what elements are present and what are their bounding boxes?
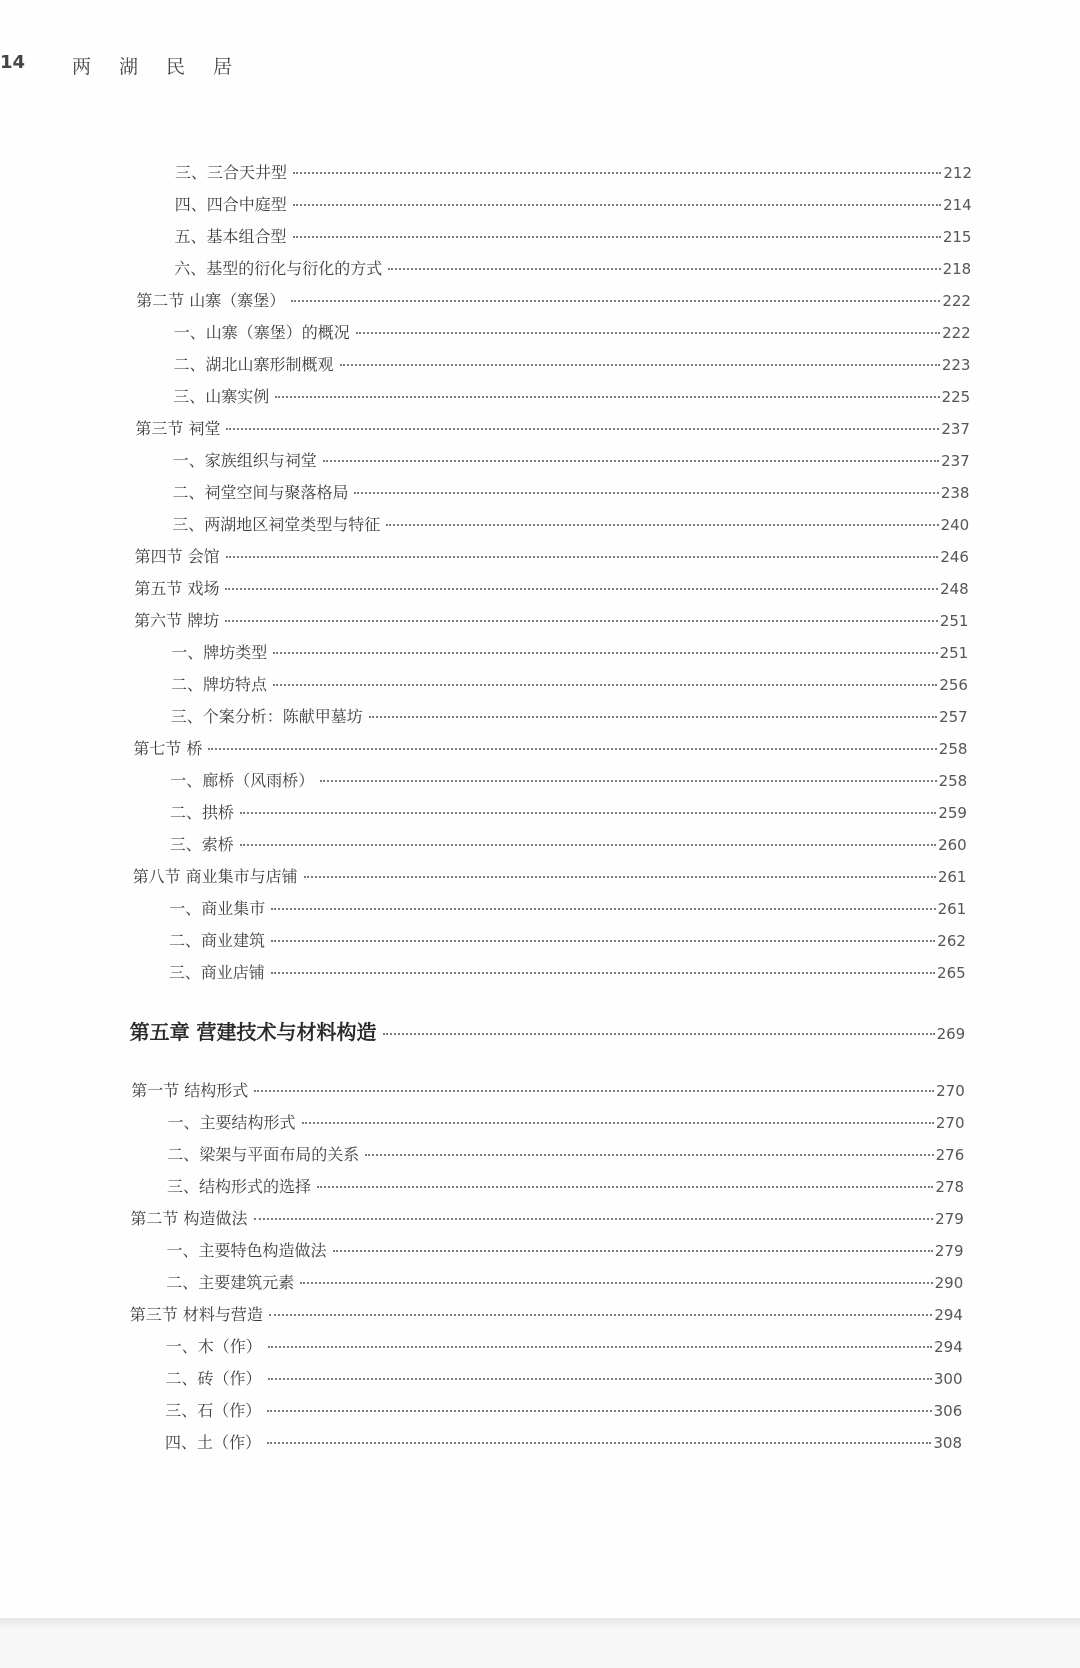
toc-entry bbox=[175, 160, 972, 190]
dot-leader bbox=[273, 651, 937, 654]
toc-label: 第八节 商业集市与店铺 bbox=[132, 867, 298, 886]
toc-label: 一、廊桥（风雨桥） bbox=[170, 771, 315, 790]
toc-page-number: 306 bbox=[933, 1402, 963, 1420]
toc-page-number: 223 bbox=[941, 356, 971, 374]
toc-label: 五、基本组合型 bbox=[174, 227, 287, 246]
dot-leader bbox=[267, 1409, 931, 1412]
toc-entry bbox=[174, 224, 971, 254]
toc-entry bbox=[169, 960, 966, 990]
toc-label: 二、砖（作） bbox=[165, 1369, 262, 1388]
toc-page-number: 261 bbox=[937, 868, 967, 886]
dot-leader bbox=[226, 427, 939, 430]
toc-label: 二、商业建筑 bbox=[168, 931, 265, 950]
toc-entry bbox=[173, 384, 970, 414]
toc-page-number: 218 bbox=[942, 260, 972, 278]
toc-label: 一、主要特色构造做法 bbox=[166, 1241, 327, 1260]
toc-page-number: 259 bbox=[938, 804, 967, 822]
toc-page-number: 262 bbox=[937, 932, 966, 950]
toc-entry bbox=[165, 1430, 962, 1460]
toc-label: 第七节 桥 bbox=[133, 739, 203, 758]
toc-page-number: 225 bbox=[941, 388, 971, 406]
toc-label: 二、主要建筑元素 bbox=[166, 1273, 295, 1292]
toc-entry bbox=[171, 640, 968, 670]
toc-page-number: 269 bbox=[936, 1025, 966, 1043]
dot-leader bbox=[320, 779, 936, 782]
dot-leader bbox=[333, 1249, 933, 1252]
toc-label: 一、家族组织与祠堂 bbox=[172, 451, 317, 470]
dot-leader bbox=[271, 971, 935, 974]
toc-page-number: 294 bbox=[934, 1306, 963, 1324]
toc-section bbox=[131, 1078, 965, 1108]
dot-leader bbox=[254, 1089, 934, 1092]
toc-label: 二、祠堂空间与聚落格局 bbox=[172, 483, 349, 502]
toc-page-number: 290 bbox=[934, 1274, 964, 1292]
toc-section bbox=[135, 416, 970, 446]
toc-page-number: 276 bbox=[935, 1146, 965, 1164]
toc-entry bbox=[165, 1398, 962, 1428]
toc-page-number: 261 bbox=[937, 900, 967, 918]
dot-leader bbox=[268, 1377, 932, 1380]
toc-page-number: 251 bbox=[939, 644, 969, 662]
toc-page-number: 270 bbox=[935, 1114, 965, 1132]
dot-leader bbox=[225, 587, 938, 590]
dot-leader bbox=[269, 1313, 932, 1316]
toc-label: 三、两湖地区祠堂类型与特征 bbox=[172, 515, 381, 534]
toc-label: 一、牌坊类型 bbox=[171, 643, 268, 662]
toc-page-number: 237 bbox=[941, 452, 970, 470]
toc-page-number: 240 bbox=[940, 516, 970, 534]
page-bottom-edge bbox=[0, 1618, 1080, 1632]
dot-leader bbox=[293, 203, 941, 206]
dot-leader bbox=[271, 939, 935, 942]
toc-page-number: 222 bbox=[942, 292, 971, 310]
toc-page-number: 278 bbox=[935, 1178, 965, 1196]
toc-label: 第五章 营建技术与材料构造 bbox=[129, 1020, 377, 1044]
toc-entry bbox=[172, 480, 969, 510]
toc-label: 第二节 构造做法 bbox=[130, 1209, 248, 1228]
toc-page-number: 222 bbox=[942, 324, 971, 342]
toc-entry bbox=[175, 192, 972, 222]
toc-label: 第二节 山寨（寨堡） bbox=[136, 291, 286, 310]
toc-page-number: 270 bbox=[936, 1082, 965, 1100]
toc-label: 一、商业集市 bbox=[169, 899, 266, 918]
dot-leader bbox=[386, 523, 938, 526]
toc-entry bbox=[169, 896, 966, 926]
toc-entry bbox=[173, 352, 970, 382]
dot-leader bbox=[291, 299, 940, 302]
toc-label: 三、个案分析：陈献甲墓坊 bbox=[170, 707, 363, 726]
dot-leader bbox=[208, 747, 936, 750]
toc-page-number: 265 bbox=[937, 964, 966, 982]
toc-entry bbox=[174, 256, 971, 286]
dot-leader bbox=[268, 1345, 932, 1348]
toc-page-number: 279 bbox=[935, 1210, 964, 1228]
toc-entry bbox=[167, 1174, 964, 1204]
toc-page-number: 258 bbox=[938, 772, 968, 790]
toc-entry bbox=[167, 1142, 964, 1172]
dot-leader bbox=[340, 363, 940, 366]
toc-label: 二、牌坊特点 bbox=[170, 675, 267, 694]
toc-label: 三、结构形式的选择 bbox=[167, 1177, 312, 1196]
toc-label: 一、主要结构形式 bbox=[167, 1113, 296, 1132]
toc-label: 三、索桥 bbox=[169, 835, 234, 854]
toc-page-number: 294 bbox=[934, 1338, 963, 1356]
toc-entry bbox=[166, 1334, 963, 1364]
dot-leader bbox=[254, 1217, 934, 1220]
toc-page-number: 246 bbox=[940, 548, 969, 566]
page-number: 14 bbox=[0, 52, 26, 73]
toc-entry bbox=[170, 768, 967, 798]
toc-section bbox=[134, 608, 968, 638]
toc-page-number: 212 bbox=[943, 164, 972, 182]
toc-label: 二、湖北山寨形制概观 bbox=[173, 355, 334, 374]
toc-entry bbox=[174, 320, 971, 350]
toc-page-number: 238 bbox=[940, 484, 970, 502]
toc-label: 第六节 牌坊 bbox=[134, 611, 220, 630]
toc-page-number: 260 bbox=[938, 836, 967, 854]
toc-page-number: 237 bbox=[941, 420, 970, 438]
toc-entry bbox=[173, 448, 970, 478]
toc-page-number: 214 bbox=[943, 196, 972, 214]
dot-leader bbox=[275, 395, 939, 398]
toc-label: 三、山寨实例 bbox=[173, 387, 270, 406]
toc-label: 三、石（作） bbox=[165, 1401, 262, 1420]
dot-leader bbox=[354, 491, 938, 494]
dot-leader bbox=[304, 875, 936, 878]
dot-leader bbox=[293, 171, 941, 174]
toc-label: 第三节 材料与营造 bbox=[129, 1305, 263, 1324]
toc-entry bbox=[166, 1366, 963, 1396]
toc-section bbox=[135, 544, 969, 574]
toc-entry bbox=[170, 800, 967, 830]
dot-leader bbox=[317, 1185, 933, 1188]
dot-leader bbox=[267, 1441, 931, 1444]
dot-leader bbox=[240, 811, 936, 814]
toc-entry bbox=[172, 512, 969, 542]
toc-page-number: 251 bbox=[939, 612, 969, 630]
toc-label: 第四节 会馆 bbox=[134, 547, 220, 566]
toc-page-number: 300 bbox=[933, 1370, 963, 1388]
toc-entry bbox=[166, 1270, 963, 1300]
toc-page-number: 215 bbox=[942, 228, 972, 246]
toc-chapter bbox=[130, 1016, 966, 1046]
toc-page-number: 279 bbox=[934, 1242, 964, 1260]
toc-label: 一、木（作） bbox=[165, 1337, 262, 1356]
toc-label: 第三节 祠堂 bbox=[135, 419, 221, 438]
toc-label: 四、土（作） bbox=[165, 1433, 262, 1452]
toc-label: 六、基型的衍化与衍化的方式 bbox=[174, 259, 383, 278]
toc-label: 一、山寨（寨堡）的概况 bbox=[173, 323, 350, 342]
toc-entry bbox=[171, 704, 968, 734]
dot-leader bbox=[293, 235, 941, 238]
toc-entry bbox=[170, 832, 967, 862]
toc-entry bbox=[169, 928, 966, 958]
dot-leader bbox=[388, 267, 940, 270]
toc-label: 四、四合中庭型 bbox=[174, 195, 287, 214]
dot-leader bbox=[226, 555, 939, 558]
toc-entry bbox=[171, 672, 968, 702]
toc-section bbox=[134, 576, 968, 606]
dot-leader bbox=[323, 459, 939, 462]
dot-leader bbox=[356, 331, 940, 334]
toc-section bbox=[130, 1206, 963, 1236]
toc-section bbox=[130, 1302, 963, 1332]
toc-entry bbox=[168, 1110, 965, 1140]
toc-page-number: 258 bbox=[938, 740, 968, 758]
dot-leader bbox=[365, 1153, 933, 1156]
toc-label: 三、商业店铺 bbox=[168, 963, 265, 982]
toc-page-number: 256 bbox=[939, 676, 968, 694]
toc-section bbox=[133, 864, 967, 894]
dot-leader bbox=[271, 907, 935, 910]
toc-label: 第一节 结构形式 bbox=[131, 1081, 249, 1100]
dot-leader bbox=[302, 1121, 934, 1124]
toc-entry bbox=[167, 1238, 964, 1268]
toc-section bbox=[136, 288, 971, 318]
toc-label: 第五节 戏场 bbox=[134, 579, 220, 598]
book-title: 两湖民居 bbox=[72, 56, 261, 78]
toc-section bbox=[133, 736, 967, 766]
dot-leader bbox=[240, 843, 936, 846]
dot-leader bbox=[369, 715, 937, 718]
toc-page-number: 308 bbox=[933, 1434, 962, 1452]
toc-label: 二、梁架与平面布局的关系 bbox=[167, 1145, 360, 1164]
dot-leader bbox=[383, 1032, 935, 1035]
dot-leader bbox=[225, 619, 938, 622]
toc-page-number: 257 bbox=[939, 708, 968, 726]
dot-leader bbox=[273, 683, 937, 686]
dot-leader bbox=[300, 1281, 932, 1284]
toc-page-number: 248 bbox=[940, 580, 969, 598]
page-bottom-margin bbox=[0, 1632, 1080, 1668]
toc-label: 二、拱桥 bbox=[169, 803, 234, 822]
toc-label: 三、三合天井型 bbox=[175, 163, 288, 182]
